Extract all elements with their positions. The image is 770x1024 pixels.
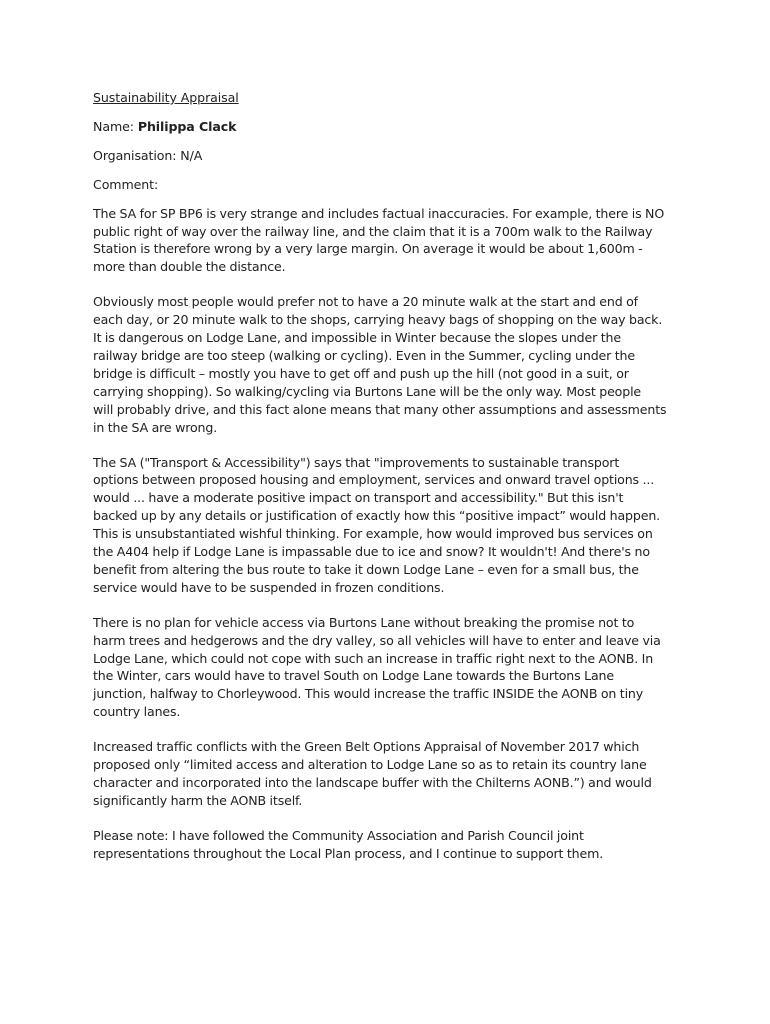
paragraph-line: carrying shopping). So walking/cycling via Burtons Lane will be the only way. Most people [93,383,642,399]
paragraph-line: The SA for SP BP6 is very strange and includes factual inaccuracies. For example, there is NO [93,205,665,221]
paragraph [93,454,683,597]
document-page [93,89,683,880]
comment-label: Comment: [93,176,159,192]
paragraph-line: in the SA are wrong. [93,419,218,435]
paragraph-line: harm trees and hedgerows and the dry valley, so all vehicles will have to enter and leave via [93,632,661,648]
paragraph-line: public right of way over the railway line, and the claim that it is a 700m walk to the Railway [93,223,653,239]
paragraph-line: more than double the distance. [93,259,286,275]
paragraph-line: This is unsubstantiated wishful thinking. For example, how would improved bus services on [93,526,653,542]
paragraph-line: There is no plan for vehicle access via Burtons Lane without breaking the promise not to [93,614,635,630]
name-line [93,118,683,136]
organisation-line: Organisation: N/A [93,147,203,163]
paragraph-line: significantly harm the AONB itself. [93,792,303,808]
paragraph-line: options between proposed housing and employment, services and onward travel options ... [93,472,655,488]
paragraph-line: bridge is difficult – mostly you have to get off and push up the hill (not good in a suit, or [93,365,629,381]
document-heading: Sustainability Appraisal [93,90,239,105]
paragraph-line: the A404 help if Lodge Lane is impassable due to ice and snow? It wouldn't! And there's no [93,544,650,560]
paragraph-line: benefit from altering the bus route to take it down Lodge Lane – even for a small bus, the [93,561,639,577]
paragraph-line: proposed only “limited access and alteration to Lodge Lane so as to retain its country lane [93,757,647,773]
paragraph [93,614,683,721]
paragraph-line: Lodge Lane, which could not cope with such an increase in traffic right next to the AONB. In [93,650,654,666]
paragraph-line: each day, or 20 minute walk to the shops, carrying heavy bags of shopping on the way back. [93,312,663,328]
paragraph-line: country lanes. [93,704,181,720]
paragraph [93,205,683,277]
paragraph-line: backed up by any details or justification of exactly how this “positive impact” would happen. [93,508,661,524]
paragraph-line: junction, halfway to Chorleywood. This would increase the traffic INSIDE the AONB on tiny [93,686,644,702]
paragraph-line: Increased traffic conflicts with the Green Belt Options Appraisal of November 2017 which [93,739,640,755]
paragraph-line: character and incorporated into the landscape buffer with the Chilterns AONB.”) and would [93,775,652,790]
name-value: Philippa Clack [137,118,237,134]
paragraph [93,827,683,863]
paragraph-line: Station is therefore wrong by a very large margin. On average it would be about 1,600m - [93,241,643,257]
paragraph-line: It is dangerous on Lodge Lane, and impossible in Winter because the slopes under the [93,330,621,346]
paragraph-line: Obviously most people would prefer not to have a 20 minute walk at the start and end of [93,294,638,310]
paragraph-line: railway bridge are too steep (walking or cycling). Even in the Summer, cycling under the [93,347,635,363]
paragraph-line: will probably drive, and this fact alone means that many other assumptions and assessments [93,401,667,417]
paragraph-line: Please note: I have followed the Community Association and Parish Council joint [93,827,584,843]
paragraph-line: the Winter, cars would have to travel South on Lodge Lane towards the Burtons Lane [93,668,614,684]
paragraph-line: service would have to be suspended in frozen conditions. [93,579,445,595]
paragraph-line: would ... have a moderate positive impact on transport and accessibility." But this isn't [93,490,624,506]
paragraph-line: The SA ("Transport & Accessibility") says that "improvements to sustainable transport [93,454,620,470]
paragraph [93,738,683,810]
name-label: Name: [93,118,138,134]
paragraph-line: representations throughout the Local Plan process, and I continue to support them. [93,845,604,861]
paragraph [93,293,683,436]
